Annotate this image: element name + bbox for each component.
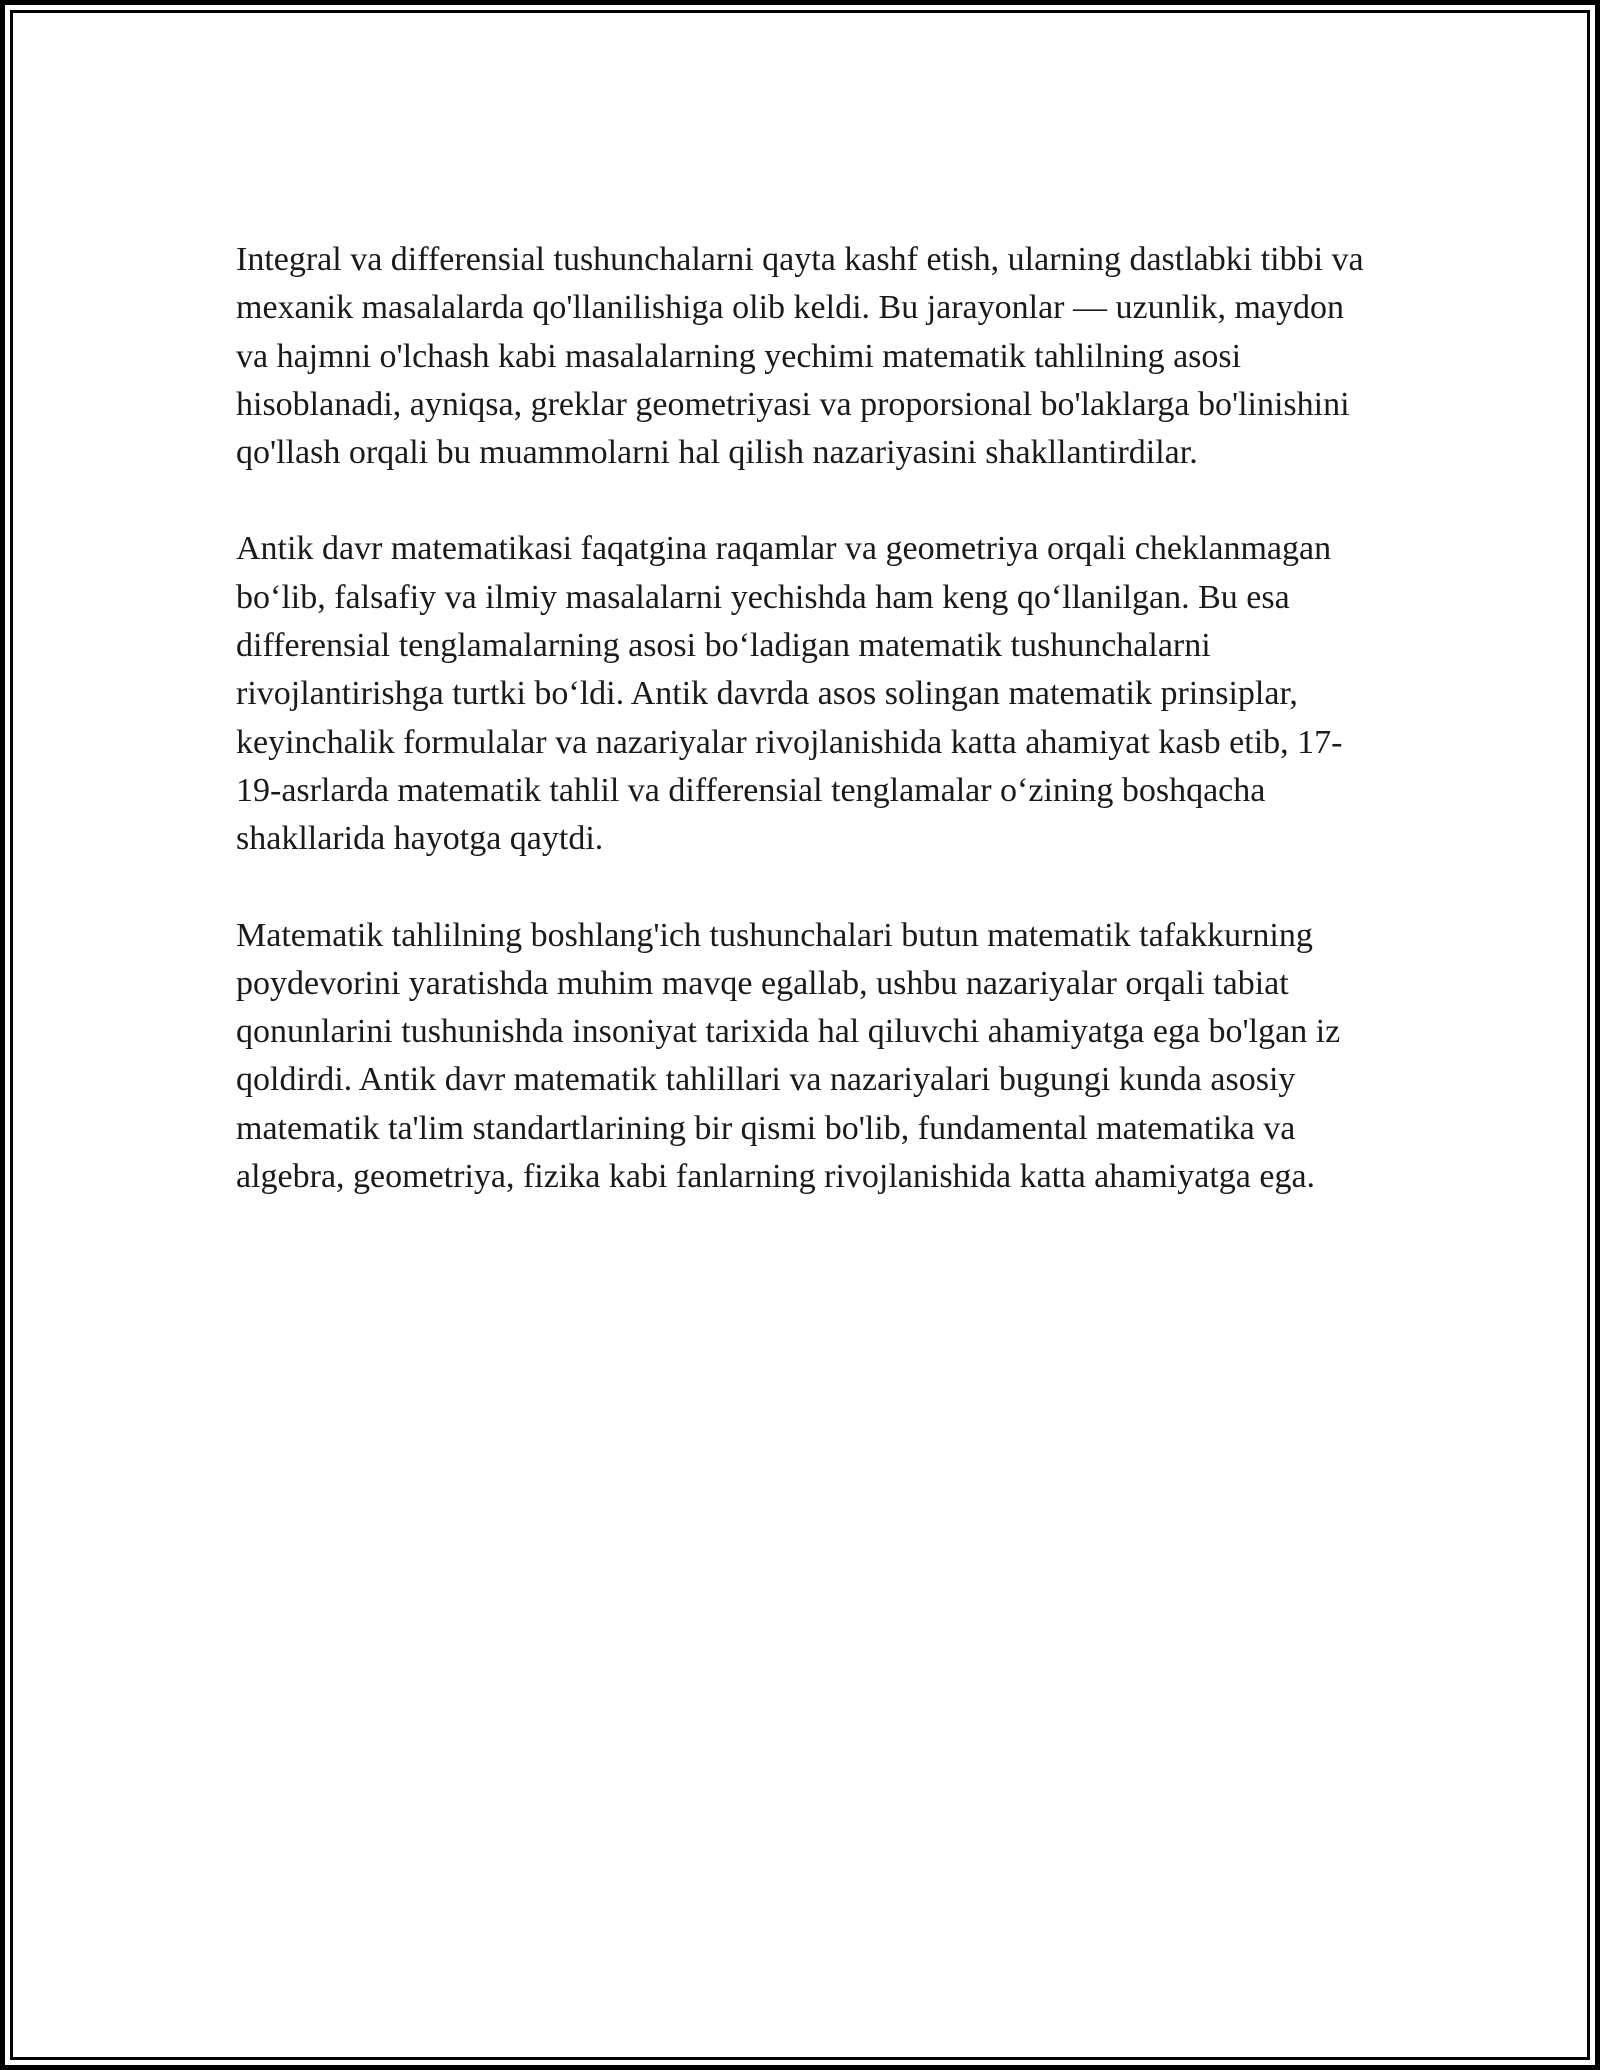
paragraph-1: Integral va differensial tushunchalarni qayta kashf etish, ularning dastlabki tibbi va mexanik masalalarda qo'llanilishiga olib keldi. Bu jarayonlar — uzunlik, maydon va hajmni o'lchash kabi masalalarning yechimi matematik tahlilning asosi hisoblanadi, ayniqsa, greklar geometriyasi va proporsional bo'laklarga bo'linishini qo'llash orqali bu muammolarni hal qilish nazariyasini shakllantirdilar. [236,241,1364,472]
document-body [236,236,1376,1249]
paragraph-2: Antik davr matematikasi faqatgina raqamlar va geometriya orqali cheklanmagan bo‘lib, falsafiy va ilmiy masalalarni yechishda ham keng qo‘llanilgan. Bu esa differensial tenglamalarning asosi bo‘ladigan matematik tushunchalarni rivojlantirishga turtki bo‘ldi. Antik davrda asos solingan matematik prinsiplar, keyinchalik formulalar va nazariyalar rivojlanishida katta ahamiyat kasb etib, 17-19-asrlarda matematik tahlil va differensial tenglamalar o‘zining boshqacha shakllarida hayotga qaytdi. [236,530,1343,858]
paragraph-3: Matematik tahlilning boshlang'ich tushunchalari butun matematik tafakkurning poydevorini yaratishda muhim mavqe egallab, ushbu nazariyalar orqali tabiat qonunlarini tushunishda insoniyat tarixida hal qiluvchi ahamiyatga ega bo'lgan iz qoldirdi. Antik davr matematik tahlillari va nazariyalari bugungi kunda asosiy matematik ta'lim standartlarining bir qismi bo'lib, fundamental matematika va algebra, geometriya, fizika kabi fanlarning rivojlanishida katta ahamiyatga ega. [236,916,1341,1196]
